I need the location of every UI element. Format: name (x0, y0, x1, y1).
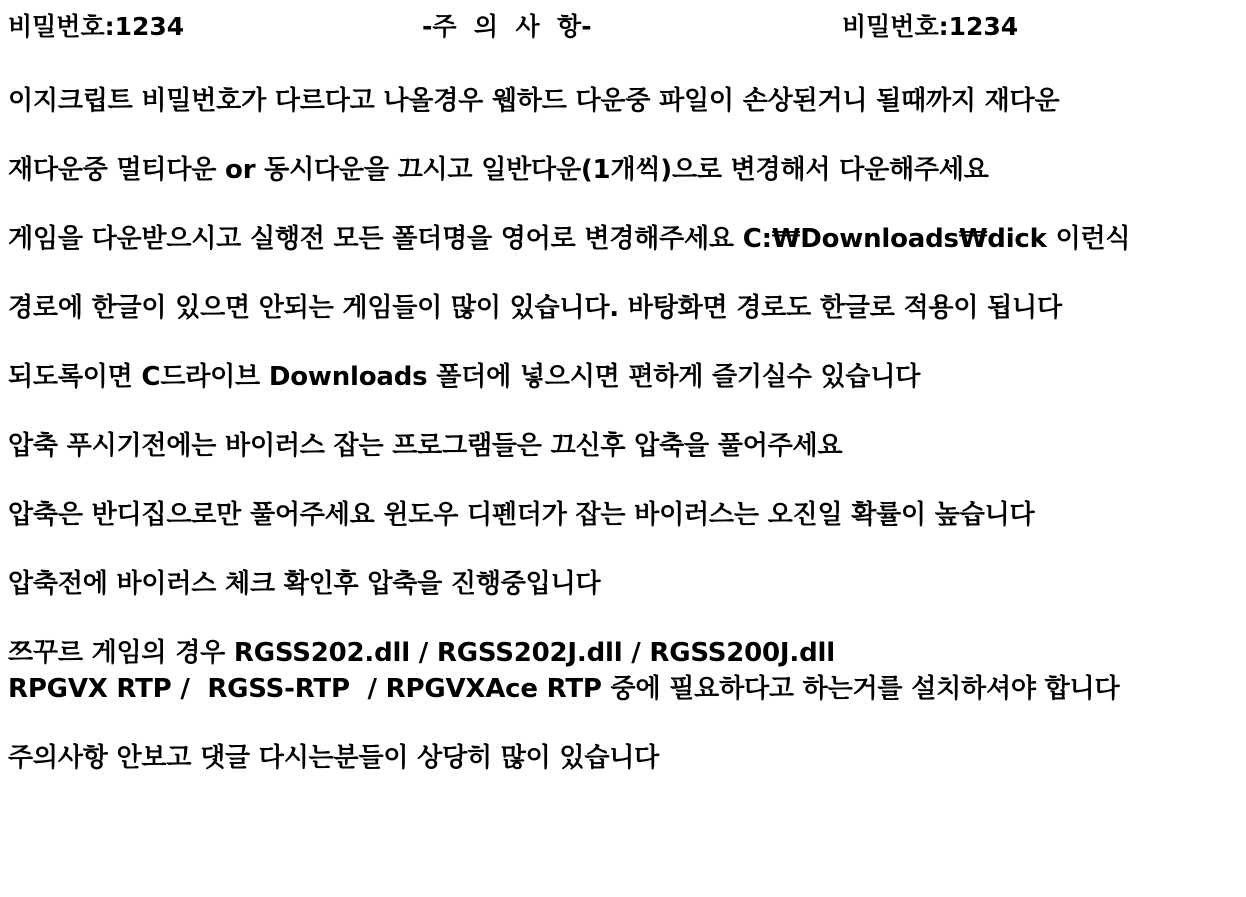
notice-line: 게임을 다운받으시고 실행전 모든 폴더명을 영어로 변경해주세요 C:₩Downloads₩dick 이런식 (8, 224, 1131, 254)
notice-line: 되도록이면 C드라이브 Downloads 폴더에 넣으시면 편하게 즐기실수 있습니다 (8, 362, 921, 392)
notice-line: 압축 푸시기전에는 바이러스 잡는 프로그램들은 끄신후 압축을 풀어주세요 (8, 431, 843, 461)
notice-line: 이지크립트 비밀번호가 다르다고 나올경우 웹하드 다운중 파일이 손상된거니 될때까지 재다운 (8, 86, 1060, 116)
notice-line: 압축전에 바이러스 체크 확인후 압축을 진행중입니다 (8, 569, 601, 599)
notice-line: 주의사항 안보고 댓글 다시는분들이 상당히 많이 있습니다 (8, 743, 660, 773)
notice-body (0, 52, 1246, 773)
notice-header (0, 0, 1246, 52)
notice-line: 쯔꾸르 게임의 경우 RGSS202.dll / RGSS202J.dll / RGSS200J.dll (8, 638, 835, 668)
page-title: -주 의 사 항- (422, 12, 592, 41)
password-left: 비밀번호:1234 (8, 12, 185, 41)
notice-line: 경로에 한글이 있으면 안되는 게임들이 많이 있습니다. 바탕화면 경로도 한글로 적용이 됩니다 (8, 293, 1062, 323)
password-right: 비밀번호:1234 (842, 12, 1019, 41)
notice-line: 재다운중 멀티다운 or 동시다운을 끄시고 일반다운(1개씩)으로 변경해서 다운해주세요 (8, 155, 989, 185)
notice-line: 압축은 반디집으로만 풀어주세요 윈도우 디펜더가 잡는 바이러스는 오진일 확률이 높습니다 (8, 500, 1035, 530)
notice-line: RPGVX RTP / RGSS-RTP / RPGVXAce RTP 중에 필요하다고 하는거를 설치하셔야 합니다 (8, 674, 1120, 704)
